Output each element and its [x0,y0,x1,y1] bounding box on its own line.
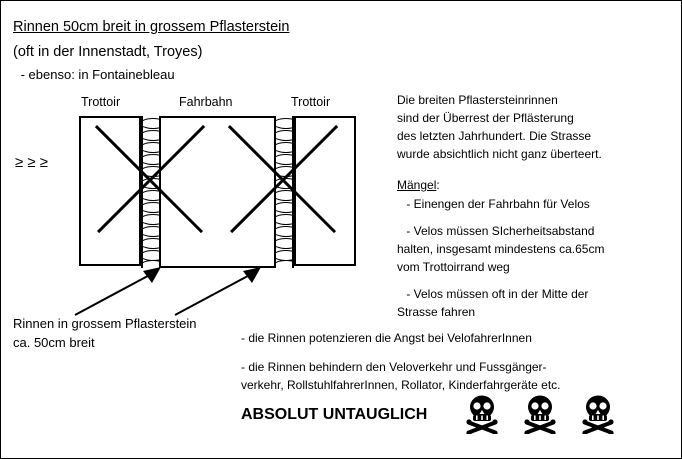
cross-mark-left [97,125,203,231]
skull-icons-group [464,394,616,434]
right-paragraph-line-2: sind der Überrest der Pflästerung [397,111,574,125]
defect-2-line-1: - Velos müssen SIcherheitsabstand [403,224,595,238]
defect-3-line-1: - Velos müssen oft in der Mitte der [403,287,589,301]
arrow-left [73,267,163,317]
skull-icon [464,394,500,434]
skull-icon [580,394,616,434]
defect-3-line-2: Strasse fahren [397,305,476,319]
label-sidewalk-right: Trottoir [291,95,331,109]
squiggle-marks: ≥ ≥ ≥ [15,154,49,171]
street-cross-section-diagram [79,93,369,293]
label-roadway: Fahrbahn [179,95,233,109]
defect-2-line-2: halten, insgesamt mindestens ca.65cm [397,242,605,256]
title-subline-1: (oft in der Innenstadt, Troyes) [13,44,203,60]
defect-2-line-3: vom Trottoirrand weg [397,260,510,274]
right-paragraph-line-1: Die breiten Pflastersteinrinnen [397,93,558,107]
right-paragraph-line-4: wurde absichtlich nicht ganz überteert. [397,147,602,161]
skull-icon [522,394,558,434]
right-paragraph-line-3: des letzten Jahrhundert. Die Strasse [397,129,592,143]
defect-1-line-1: - Einengen der Fahrbahn für Velos [403,197,590,211]
diagram-caption-line-1: Rinnen in grossem Pflasterstein [13,316,197,331]
verdict-text: ABSOLUT UNTAUGLICH [241,406,428,423]
defects-heading: Mängel [397,178,437,192]
defects-heading-colon: : [436,178,440,192]
defects-heading-wrapper [397,178,440,193]
cross-mark-right [230,125,336,231]
bottom-note-2-line-1: - die Rinnen behindern den Veloverkehr und Fussgänger- [241,360,547,374]
diagram-caption-line-2: ca. 50cm breit [13,335,95,350]
bottom-note-1: - die Rinnen potenzieren die Angst bei VelofahrerInnen [241,331,532,345]
title-subline-2: - ebenso: in Fontainebleau [17,67,175,82]
bottom-note-2-line-2: verkehr, RollstuhlfahrerInnen, Rollator, Kinderfahrgeräte etc. [241,378,561,392]
arrow-right [173,267,263,317]
page-title: Rinnen 50cm breit in grossem Pflasterstein [13,19,290,35]
label-sidewalk-left: Trottoir [81,95,121,109]
